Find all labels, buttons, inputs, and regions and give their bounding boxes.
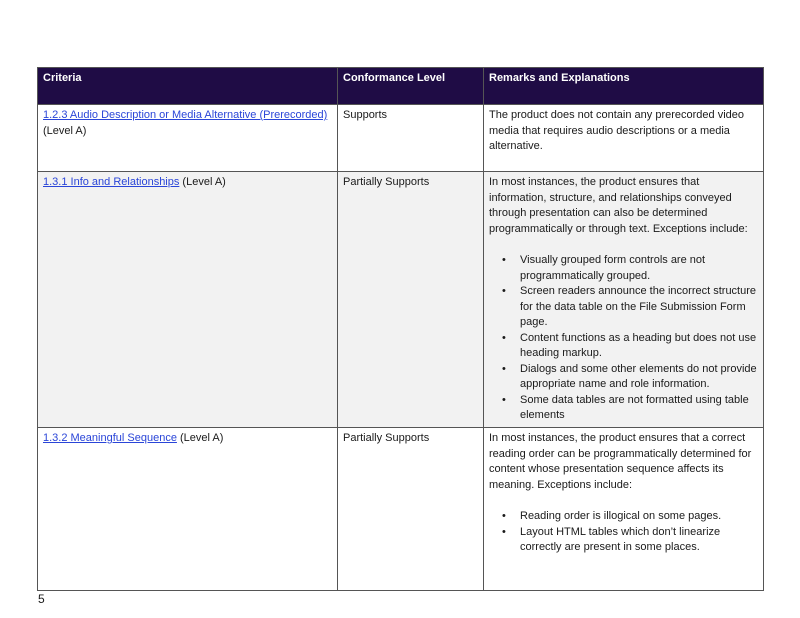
remarks-text: The product does not contain any prerecorded video media that requires audio descriptions or a media alternative. bbox=[489, 109, 744, 152]
criteria-link[interactable]: 1.2.3 Audio Description or Media Alternative (Prerecorded) bbox=[43, 109, 328, 121]
list-item: • Content functions as a heading but does not use heading markup. bbox=[489, 331, 758, 362]
table-row bbox=[38, 172, 764, 428]
table-row bbox=[38, 428, 764, 591]
table-row bbox=[38, 105, 764, 172]
conformance-cell: Partially Supports bbox=[338, 428, 484, 591]
criteria-cell bbox=[38, 428, 338, 591]
remarks-cell bbox=[484, 428, 764, 591]
criteria-level: (Level A) bbox=[176, 432, 224, 444]
exceptions-list bbox=[489, 253, 758, 424]
remarks-cell bbox=[484, 172, 764, 428]
header-remarks: Remarks and Explanations bbox=[484, 68, 764, 105]
list-item: • Layout HTML tables which don’t linearize correctly are present in some places. bbox=[489, 525, 758, 556]
criteria-level: (Level A) bbox=[43, 124, 87, 137]
list-item: • Screen readers announce the incorrect structure for the data table on the File Submission Form page. bbox=[489, 284, 758, 331]
criteria-level: (Level A) bbox=[179, 176, 226, 188]
conformance-table bbox=[37, 67, 764, 591]
header-conformance-level: Conformance Level bbox=[338, 68, 484, 105]
remarks-cell bbox=[484, 105, 764, 172]
list-item: • Reading order is illogical on some pages. bbox=[489, 509, 758, 525]
list-item: • Some data tables are not formatted using table elements bbox=[489, 393, 758, 424]
list-item: • Visually grouped form controls are not programmatically grouped. bbox=[489, 253, 758, 284]
list-item: • Dialogs and some other elements do not provide appropriate name and role information. bbox=[489, 362, 758, 393]
criteria-cell bbox=[38, 105, 338, 172]
criteria-cell bbox=[38, 172, 338, 428]
remarks-text: In most instances, the product ensures that a correct reading order can be programmatically determined for content whose presentation sequence affects its meaning. Exceptions include: bbox=[489, 432, 752, 491]
table-header-row bbox=[38, 68, 764, 105]
criteria-link[interactable]: 1.3.1 Info and Relationships bbox=[43, 176, 180, 188]
header-criteria: Criteria bbox=[38, 68, 338, 105]
conformance-cell: Partially Supports bbox=[338, 172, 484, 428]
exceptions-list bbox=[489, 509, 758, 556]
page-number: 5 bbox=[38, 592, 45, 606]
conformance-cell: Supports bbox=[338, 105, 484, 172]
remarks-text: In most instances, the product ensures that information, structure, and relationships conveyed through presentation can also be determined programmatically or through text. Exceptions include: bbox=[489, 176, 748, 235]
criteria-link[interactable]: 1.3.2 Meaningful Sequence bbox=[43, 432, 177, 444]
